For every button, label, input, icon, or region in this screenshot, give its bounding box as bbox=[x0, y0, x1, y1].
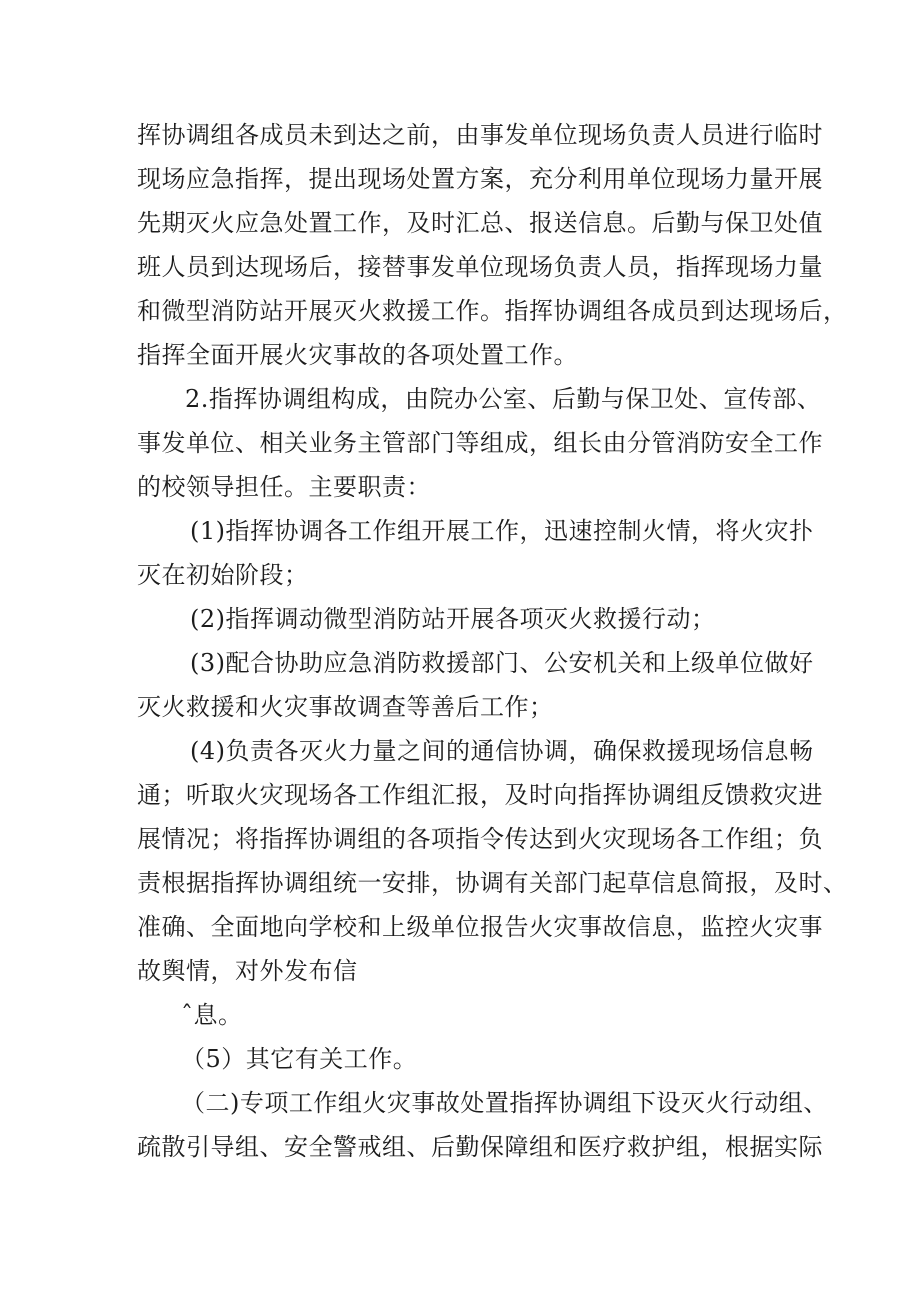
list-item-line: (1)指挥协调各工作组开展工作，迅速控制火情，将火灾扑 bbox=[190, 517, 814, 545]
list-item-line: (2)指挥调动微型消防站开展各项灭火救援行动； bbox=[190, 605, 716, 633]
paragraph-line: 现场应急指挥，提出现场处置方案，充分利用单位现场力量开展 bbox=[137, 165, 823, 193]
list-item-line: 责根据指挥协调组统一安排，协调有关部门起草信息简报，及时、 bbox=[137, 869, 848, 897]
paragraph-line: 班人员到达现场后，接替事发单位现场负责人员，指挥现场力量 bbox=[137, 253, 823, 281]
list-item-line: 灭火救援和火灾事故调查等善后工作； bbox=[137, 693, 554, 721]
list-item-line: （5）其它有关工作。 bbox=[181, 1045, 418, 1073]
list-item-line: 故舆情，对外发布信 bbox=[137, 957, 358, 985]
list-item-line: 灭在初始阶段； bbox=[137, 561, 309, 589]
paragraph-line: 事发单位、相关业务主管部门等组成，组长由分管消防安全工作 bbox=[137, 429, 823, 457]
paragraph-line: 疏散引导组、安全警戒组、后勤保障组和医疗救护组，根据实际 bbox=[137, 1133, 823, 1161]
list-item-line: 展情况；将指挥协调组的各项指令传达到火灾现场各工作组；负 bbox=[137, 825, 823, 853]
list-item-line: (3)配合协助应急消防救援部门、公安机关和上级单位做好 bbox=[190, 649, 814, 677]
list-item-line: (4)负责各灭火力量之间的通信协调，确保救援现场信息畅 bbox=[190, 737, 814, 765]
paragraph-line: 2.指挥协调组构成，由院办公室、后勤与保卫处、宣传部、 bbox=[185, 385, 822, 413]
paragraph-line: 挥协调组各成员未到达之前，由事发单位现场负责人员进行临时 bbox=[137, 121, 823, 149]
paragraph-line: 指挥全面开展火灾事故的各项处置工作。 bbox=[137, 341, 578, 369]
paragraph-line: 先期灭火应急处置工作，及时汇总、报送信息。后勤与保卫处值 bbox=[137, 209, 823, 237]
paragraph-line: 和微型消防站开展灭火救援工作。指挥协调组各成员到达现场后， bbox=[137, 297, 848, 325]
list-item-line: ˆ息。 bbox=[181, 1001, 243, 1029]
list-item-line: 准确、全面地向学校和上级单位报告火灾事故信息，监控火灾事 bbox=[137, 913, 823, 941]
list-item-line: 通；听取火灾现场各工作组汇报，及时向指挥协调组反馈救灾进 bbox=[137, 781, 823, 809]
paragraph-line: 的校领导担任。主要职责： bbox=[137, 473, 431, 501]
section-heading-line: （二)专项工作组火灾事故处置指挥协调组下设灭火行动组、 bbox=[181, 1089, 828, 1117]
